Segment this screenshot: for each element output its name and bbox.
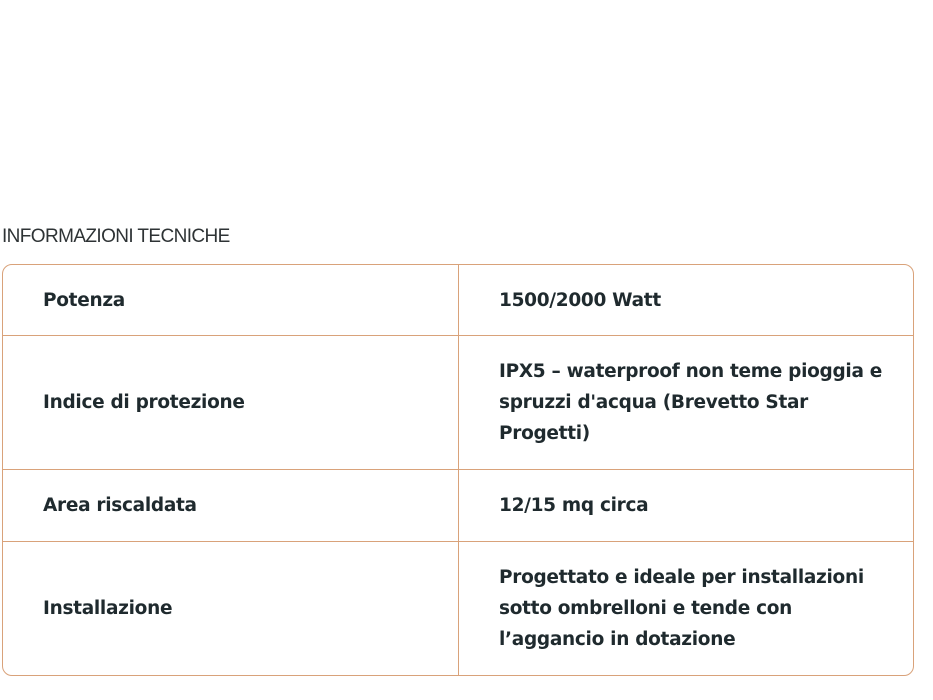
table-row [3, 265, 913, 335]
spec-label: Installazione [3, 542, 459, 675]
table-row [3, 469, 913, 541]
spec-value: IPX5 – waterproof non teme pioggia e spruzzi d'acqua (Brevetto Star Progetti) [499, 361, 883, 444]
tech-specs-table [2, 264, 914, 676]
spec-label: Potenza [3, 265, 459, 335]
spec-value: 12/15 mq circa [499, 495, 649, 516]
spec-label: Area riscaldata [3, 470, 459, 541]
table-row [3, 335, 913, 469]
spec-value: 1500/2000 Watt [499, 289, 661, 311]
spec-label: Indice di protezione [3, 336, 459, 469]
table-row [3, 541, 913, 675]
section-title: INFORMAZIONI TECNICHE [2, 226, 230, 247]
spec-value: Progettato e ideale per installazioni sotto ombrelloni e tende con l’aggancio in dotazione [499, 567, 864, 650]
